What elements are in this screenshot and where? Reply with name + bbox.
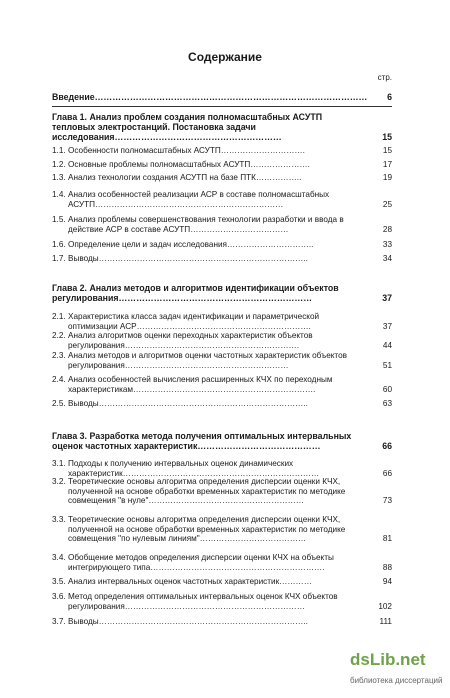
toc-item xyxy=(52,351,392,370)
toc-entry-text: Глава 3. Разработка метода получения оптимальных интервальных оценок частотных характеристик…………………………………… xyxy=(52,431,352,451)
toc-entry-text: Выводы………………………………………………………………….. xyxy=(68,617,308,626)
toc-page-number: 88 xyxy=(382,562,392,572)
toc-item xyxy=(52,160,392,170)
toc-page-number: 28 xyxy=(382,224,392,234)
toc-entry-text: Анализ интервальных оценок частотных характеристик………… xyxy=(68,577,312,586)
toc-page-number: 37 xyxy=(382,321,392,331)
toc-page-number: 17 xyxy=(382,160,392,169)
toc-page-number: 6 xyxy=(387,92,392,102)
watermark xyxy=(350,650,445,692)
toc-intro xyxy=(52,93,392,103)
toc-item-number: 3.4. xyxy=(52,553,66,562)
toc-entry-text: Анализ алгоритмов оценки переходных характеристик объектов регулирования………………………………………………………. xyxy=(68,331,313,350)
toc-entry-text: Метод определения оптимальных интервальных оценок КЧХ объектов регулирования………………………………………………………… xyxy=(68,592,338,611)
watermark-logo: dsLib.net xyxy=(350,650,426,669)
toc-item-number: 2.3. xyxy=(52,351,66,360)
toc-entry-text: Введение………………………………………………………………………………… xyxy=(52,92,368,102)
toc-page-number: 60 xyxy=(382,384,392,394)
toc-page-number: 81 xyxy=(382,534,392,544)
toc-page-number: 111 xyxy=(379,617,392,626)
toc-entry-text: Глава 1. Анализ проблем создания полномасштабных АСУТП тепловых электростанций. Постановка задачи исследования………………………………………………… xyxy=(52,112,323,142)
toc-entry-text: Теоретические основы алгоритма определения дисперсии оценки КЧХ, полученной на основе обработки временных характеристик по методике совмещения "по нулевым линиям"………………………………… xyxy=(68,515,346,544)
toc-page-number: 44 xyxy=(382,340,392,350)
toc-entry-text: Подходы к получению интервальных оценок динамических характеристик……………………………………………………………… xyxy=(68,459,320,478)
toc-entry-text: Основные проблемы полномасштабных АСУТП…………………. xyxy=(68,160,310,169)
toc-item xyxy=(52,146,392,156)
toc-item xyxy=(52,173,392,183)
toc-entry-text: Теоретические основы алгоритма определения дисперсии оценки КЧХ, полученной на основе обработки временных характеристик по методике совмещения "в нуле"………………………………………………… xyxy=(68,477,346,506)
toc-item-number: 1.1. xyxy=(52,146,66,155)
toc-item xyxy=(52,577,392,587)
toc-entry-text: Анализ технологии создания АСУТП на базе ПТК…………….. xyxy=(68,173,302,182)
toc-item-number: 1.3. xyxy=(52,173,66,182)
toc-item-number: 2.2. xyxy=(52,331,66,340)
toc-page-number: 66 xyxy=(382,468,392,478)
toc-chapter xyxy=(52,112,392,142)
toc-page-number: 51 xyxy=(382,360,392,370)
toc-entry-text: Анализ проблемы совершенствования технологии разработки и ввода в действие АСР в составе АСУТП……………………………… xyxy=(68,215,344,234)
toc-page-number: 94 xyxy=(382,577,392,586)
toc-item xyxy=(52,592,392,611)
toc-entry-text: Анализ особенностей вычисления расширенных КЧХ по переходным характеристикам…………………………………………………………. xyxy=(68,375,333,394)
toc-chapter xyxy=(52,283,392,303)
toc-page-number: 25 xyxy=(382,199,392,209)
toc-entry-text: Глава 2. Анализ методов и алгоритмов идентификации объектов регулирования………………………………………………………… xyxy=(52,283,339,303)
toc-page-number: 66 xyxy=(382,441,392,451)
toc-page-number: 34 xyxy=(382,254,392,263)
toc-item-number: 2.4. xyxy=(52,375,66,384)
toc-item-number: 2.5. xyxy=(52,399,66,408)
toc-entry-text: Обобщение методов определения дисперсии оценки КЧХ на объекты интегрирующего типа………………………………………………………. xyxy=(68,553,334,572)
toc-chapter xyxy=(52,431,392,451)
toc-page-number: 15 xyxy=(382,146,392,155)
toc-item-number: 1.5. xyxy=(52,215,66,224)
watermark-subtitle: библиотека диссертаций xyxy=(350,676,443,685)
toc-page-number: 33 xyxy=(382,240,392,249)
toc-entry-text: Характеристика класса задач идентификации и параметрической оптимизации АСР………………………………………………………. xyxy=(68,312,320,331)
toc-page-number: 15 xyxy=(382,132,392,142)
intro-underline xyxy=(52,106,392,107)
toc-page-number: 102 xyxy=(378,601,392,611)
page-title: Содержание xyxy=(188,50,262,64)
page-column-label: стр. xyxy=(377,73,392,82)
toc-item xyxy=(52,190,392,209)
toc-item-number: 3.3. xyxy=(52,515,66,524)
toc-item xyxy=(52,477,392,506)
toc-item xyxy=(52,553,392,572)
toc-item xyxy=(52,515,392,544)
toc-item-number: 3.5. xyxy=(52,577,66,586)
toc-item-number: 3.1. xyxy=(52,459,66,468)
toc-item xyxy=(52,617,392,627)
toc-entry-text: Анализ особенностей реализации АСР в составе полномасштабных АСУТП…………………………………………………………… xyxy=(68,190,330,209)
toc-item xyxy=(52,254,392,264)
toc-entry-text: Выводы………………………………………………………………….. xyxy=(68,254,308,263)
toc-item xyxy=(52,399,392,409)
toc-item-number: 3.6. xyxy=(52,592,66,601)
toc-item xyxy=(52,459,392,478)
toc-item xyxy=(52,331,392,350)
toc-page-number: 37 xyxy=(382,293,392,303)
toc-item-number: 1.2. xyxy=(52,160,66,169)
toc-item-number: 1.7. xyxy=(52,254,66,263)
toc-item-number: 2.1. xyxy=(52,312,66,321)
toc-page-number: 73 xyxy=(382,496,392,506)
toc-page-number: 19 xyxy=(382,173,392,182)
toc-item xyxy=(52,375,392,394)
toc-item xyxy=(52,240,392,250)
toc-item-number: 3.2. xyxy=(52,477,66,486)
toc-entry-text: Особенности полномасштабных АСУТП…………………………. xyxy=(68,146,305,155)
toc-entry-text: Анализ методов и алгоритмов оценки частотных характеристик объектов регулирования…………………………………………………… xyxy=(68,351,347,370)
toc-item xyxy=(52,215,392,234)
toc-item xyxy=(52,312,392,331)
toc-entry-text: Выводы………………………………………………………………….. xyxy=(68,399,308,408)
toc-item-number: 1.6. xyxy=(52,240,66,249)
toc-page-number: 63 xyxy=(382,399,392,408)
toc-item-number: 3.7. xyxy=(52,617,66,626)
toc-entry-text: Определение цели и задач исследования………………………….. xyxy=(68,240,314,249)
toc-item-number: 1.4. xyxy=(52,190,66,199)
